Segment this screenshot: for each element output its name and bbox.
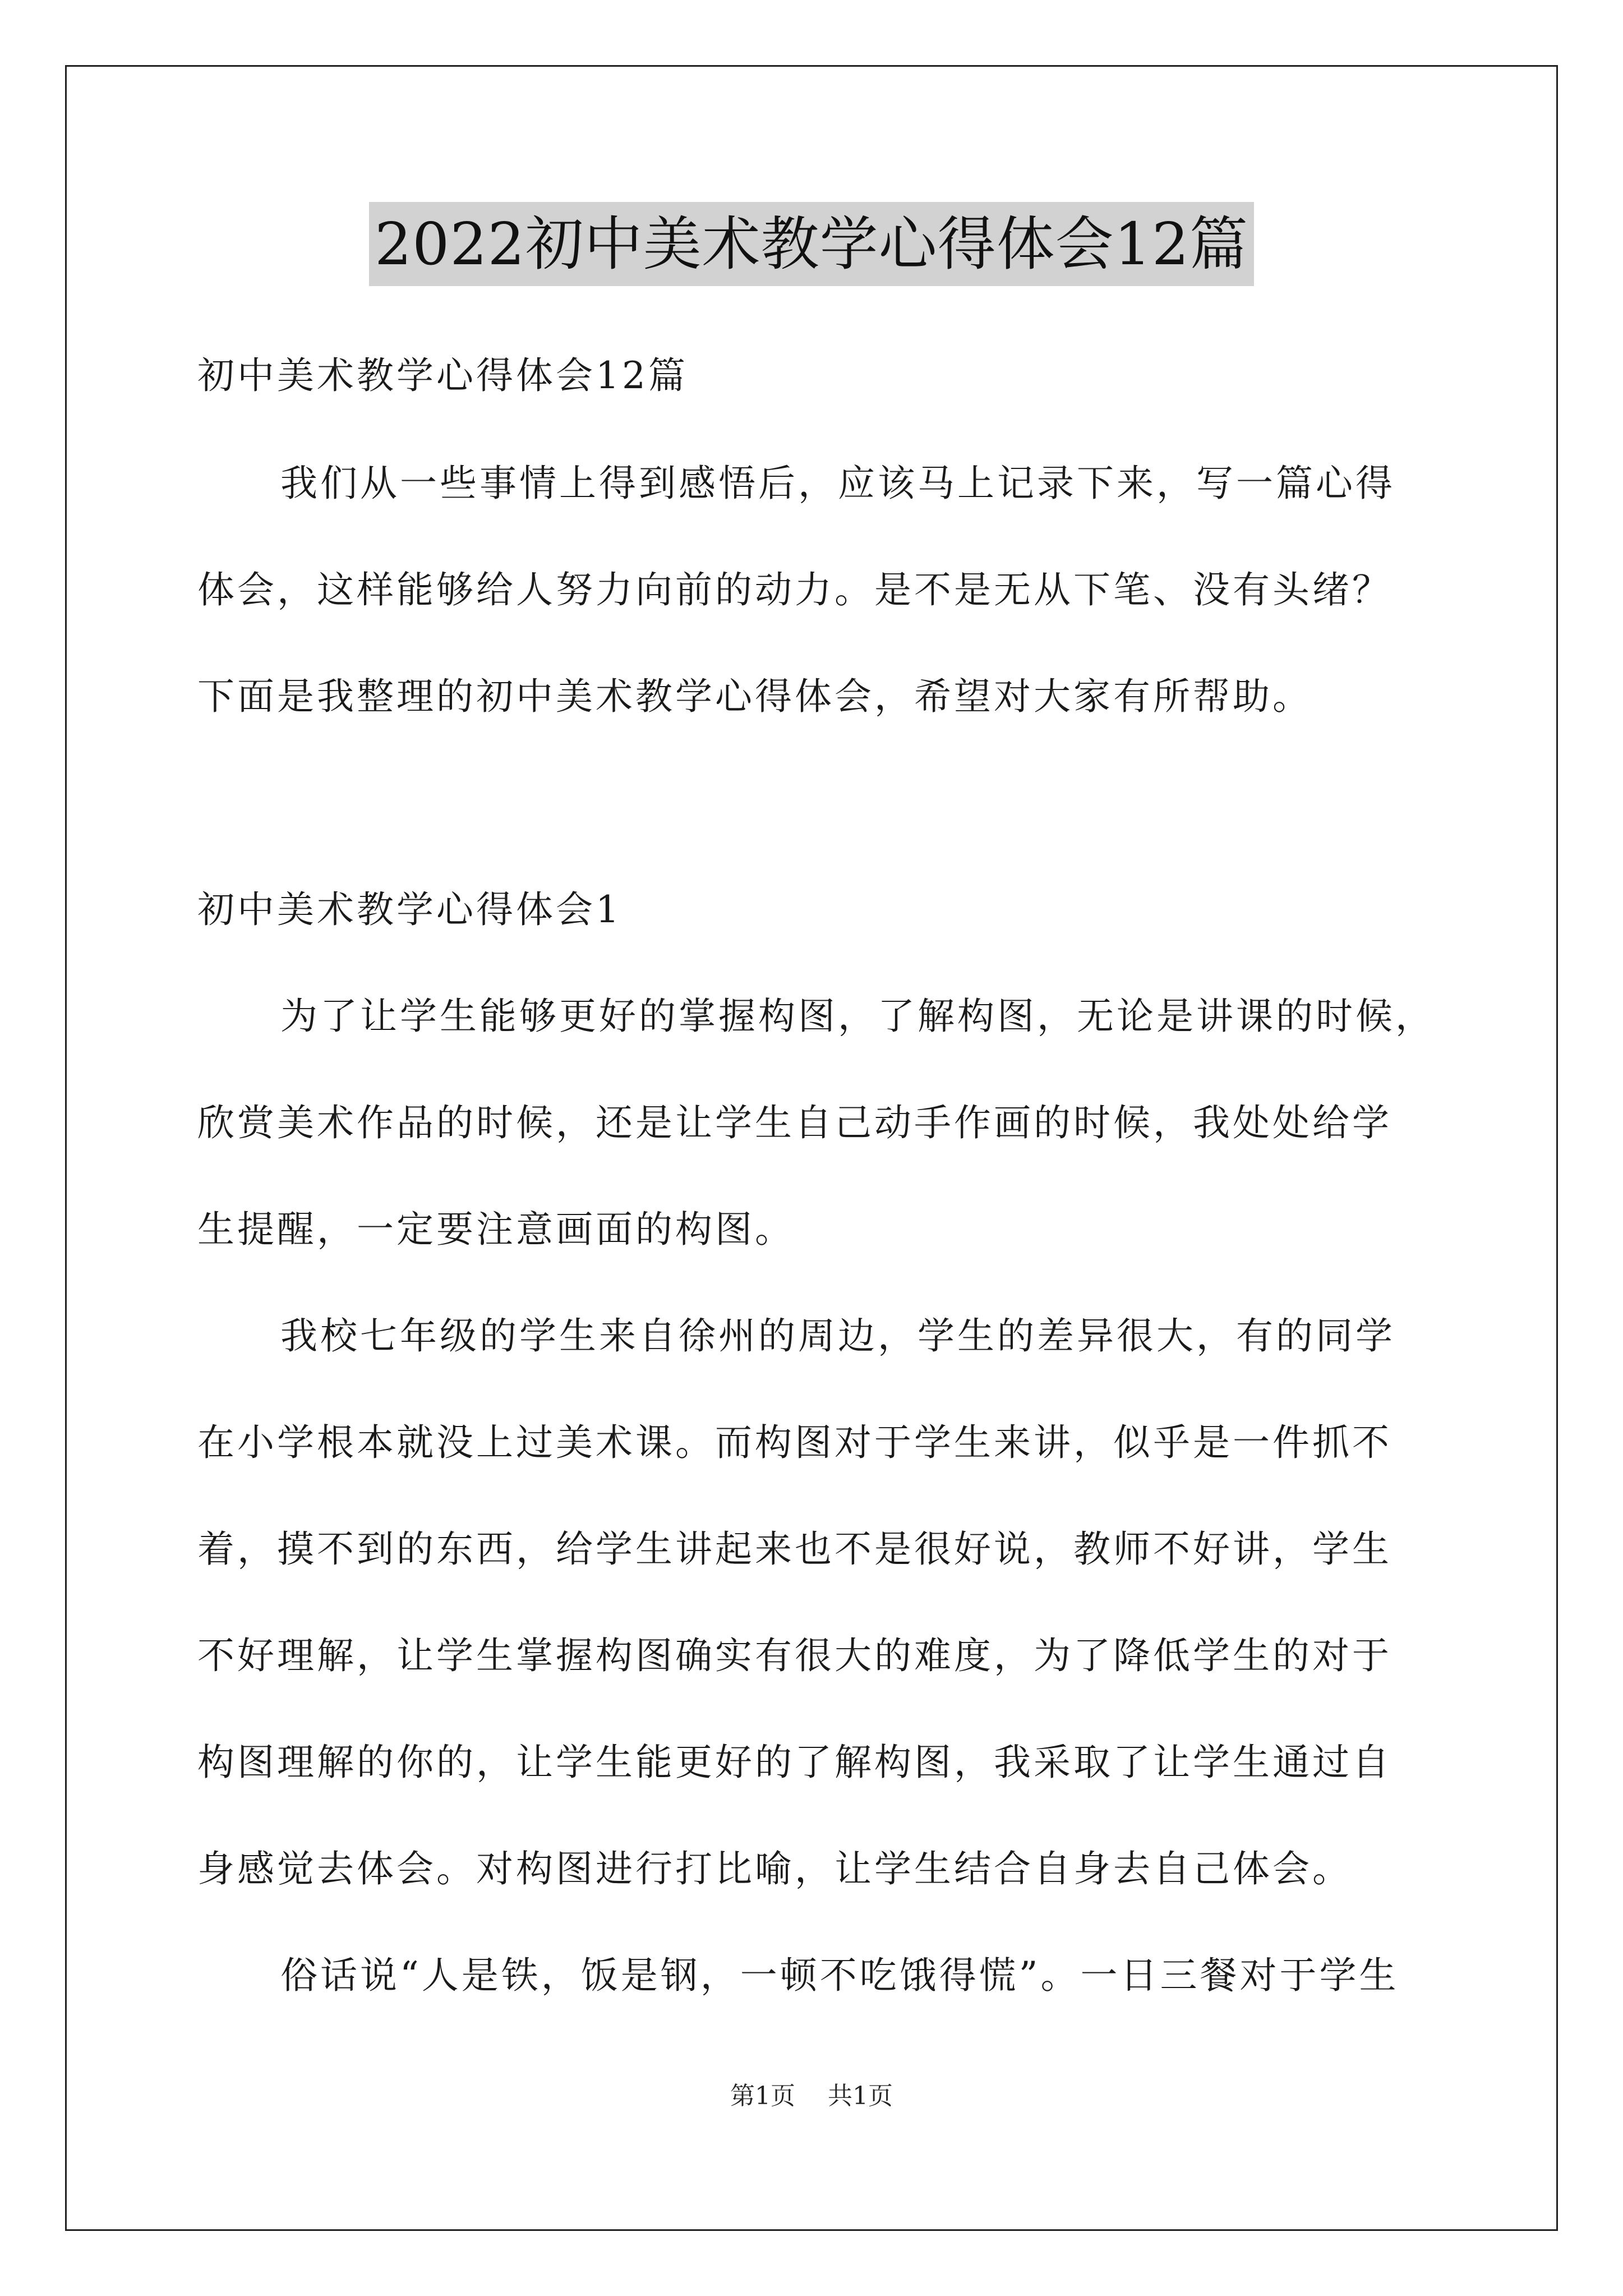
intro-line-2: 体会，这样能够给人努力向前的动力。是不是无从下笔、没有头绪？	[197, 568, 1392, 611]
intro-line-1: 我们从一些事情上得到感悟后，应该马上记录下来，写一篇心得	[280, 462, 1395, 505]
page-total: 共1页	[828, 2082, 893, 2110]
document-title: 2022初中美术教学心得体会12篇	[369, 202, 1254, 286]
title-container	[0, 202, 1623, 286]
paragraph1-line-3: 生提醒，一定要注意画面的构图。	[197, 1208, 795, 1251]
paragraph2-line-5: 构图理解的你的，让学生能更好的了解构图，我采取了让学生通过自	[197, 1741, 1392, 1784]
paragraph2-line-4: 不好理解，让学生掌握构图确实有很大的难度，为了降低学生的对于	[197, 1634, 1392, 1677]
paragraph2-line-2: 在小学根本就没上过美术课。而构图对于学生来讲，似乎是一件抓不	[197, 1421, 1392, 1464]
paragraph2-line-6: 身感觉去体会。对构图进行打比喻，让学生结合自身去自己体会。	[197, 1847, 1352, 1890]
paragraph3-line-1: 俗话说“人是铁，饭是钢，一顿不吃饿得慌”。一日三餐对于学生	[280, 1954, 1399, 1997]
page-number: 第1页	[730, 2082, 795, 2110]
paragraph1-line-1: 为了让学生能够更好的掌握构图，了解构图，无论是讲课的时候，	[280, 995, 1435, 1038]
section-heading-1: 初中美术教学心得体会1	[197, 888, 622, 931]
intro-line-3: 下面是我整理的初中美术教学心得体会，希望对大家有所帮助。	[197, 675, 1312, 718]
paragraph2-line-1: 我校七年级的学生来自徐州的周边，学生的差异很大，有的同学	[280, 1314, 1395, 1358]
subtitle: 初中美术教学心得体会12篇	[197, 354, 688, 397]
paragraph1-line-2: 欣赏美术作品的时候，还是让学生自己动手作画的时候，我处处给学	[197, 1101, 1392, 1144]
paragraph2-line-3: 着，摸不到的东西，给学生讲起来也不是很好说，教师不好讲，学生	[197, 1527, 1392, 1571]
page-footer	[0, 2076, 1623, 2111]
